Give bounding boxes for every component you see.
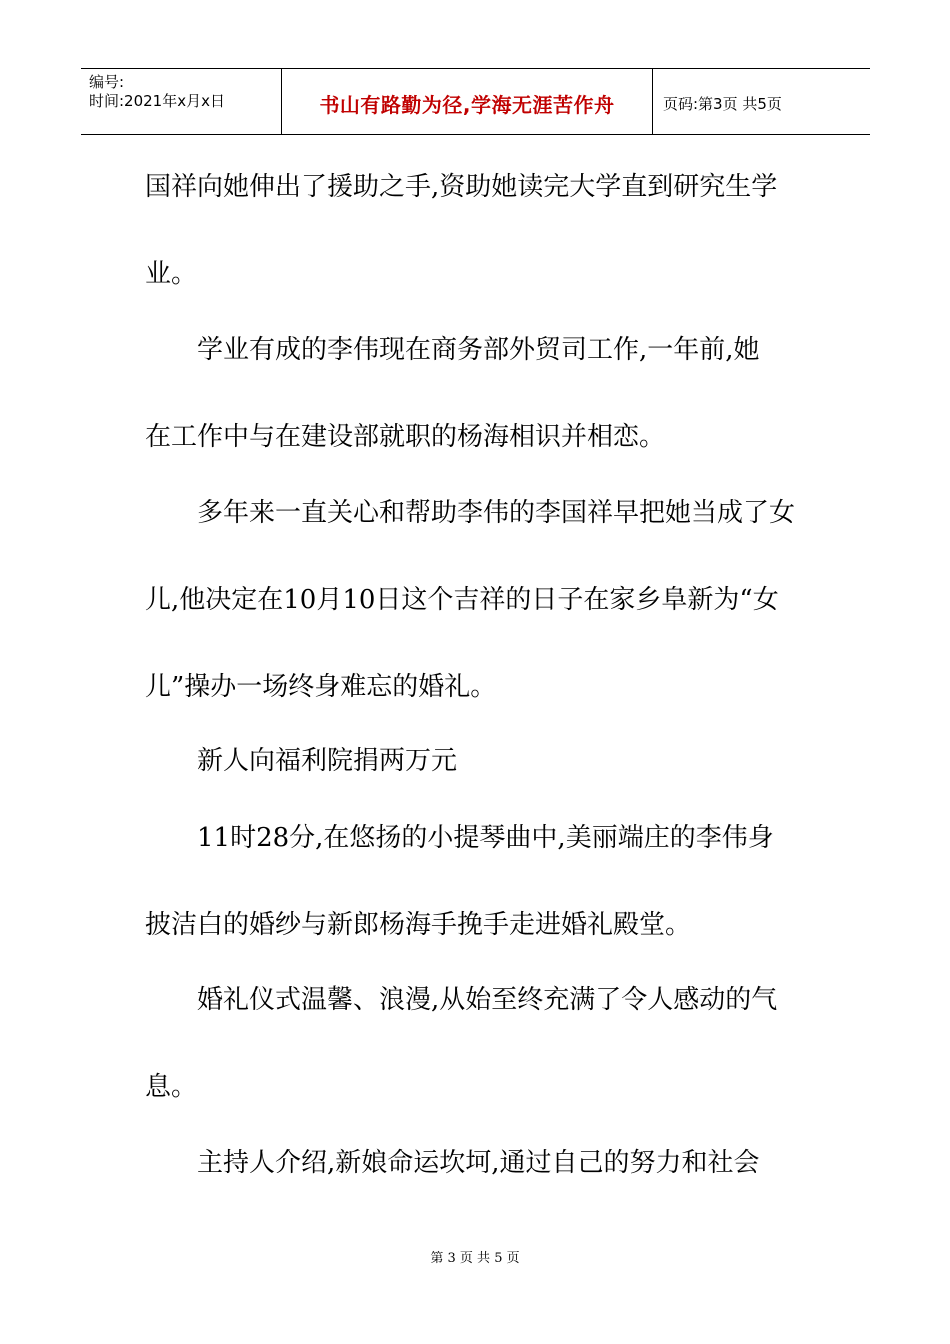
body-line: 婚礼仪式温馨、浪漫,从始至终充满了令人感动的气 [197, 985, 778, 1015]
body-line: 业。 [145, 259, 198, 289]
body-line: 儿,他决定在10月10日这个吉祥的日子在家乡阜新为“女 [145, 585, 779, 615]
body-line: 儿”操办一场终身难忘的婚礼。 [145, 672, 497, 702]
body-line: 国祥向她伸出了援助之手,资助她读完大学直到研究生学 [145, 172, 778, 202]
document-number-label: 编号: [89, 73, 125, 91]
header-page-info: 页码:第3页 共5页 [663, 95, 782, 113]
document-header [81, 68, 870, 135]
body-line: 披洁白的婚纱与新郎杨海手挽手走进婚礼殿堂。 [145, 910, 692, 940]
header-meta-cell [81, 69, 282, 134]
section-subheading: 新人向福利院捐两万元 [197, 746, 458, 776]
document-date-label: 时间:2021年x月x日 [89, 92, 225, 110]
page-footer: 第 3 页 共 5 页 [430, 1251, 520, 1266]
header-motto: 书山有路勤为径,学海无涯苦作舟 [319, 93, 615, 117]
body-line: 在工作中与在建设部就职的杨海相识并相恋。 [145, 422, 666, 452]
body-line: 主持人介绍,新娘命运坎坷,通过自己的努力和社会 [197, 1148, 760, 1178]
body-line: 多年来一直关心和帮助李伟的李国祥早把她当成了女 [197, 498, 796, 528]
body-line: 息。 [145, 1072, 198, 1102]
header-motto-cell [282, 69, 653, 134]
header-page-cell [653, 69, 870, 134]
body-line: 11时28分,在悠扬的小提琴曲中,美丽端庄的李伟身 [197, 823, 774, 853]
body-line: 学业有成的李伟现在商务部外贸司工作,一年前,她 [197, 335, 760, 365]
